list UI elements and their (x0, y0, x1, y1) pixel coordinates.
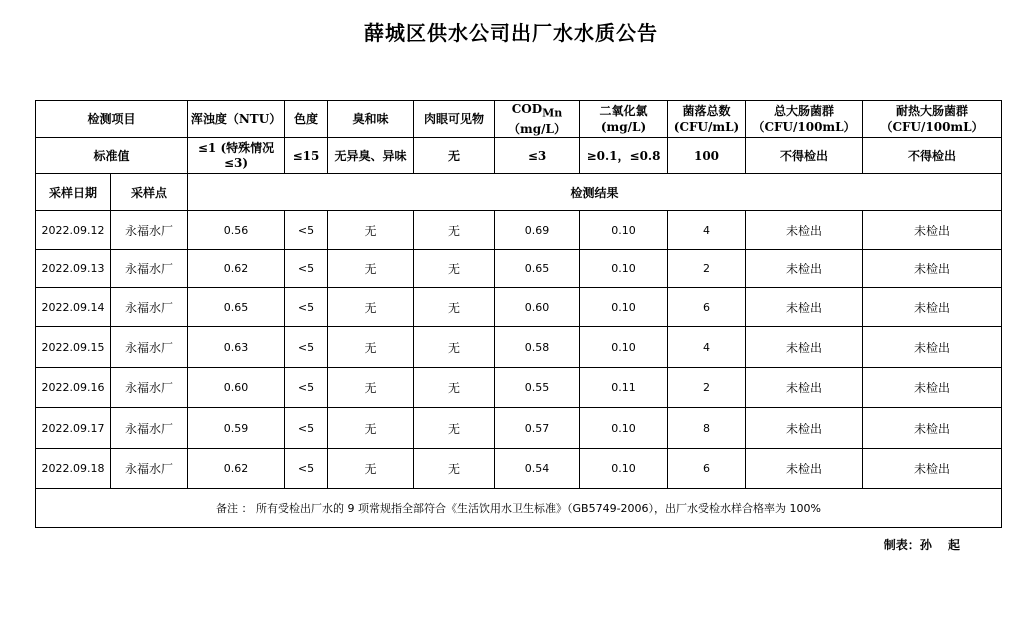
cell-coliform: 未检出 (746, 250, 863, 288)
cell-turbidity: 0.65 (188, 288, 285, 327)
cell-cod: 0.69 (495, 211, 580, 250)
cell-colony: 6 (668, 288, 746, 327)
cell-date: 2022.09.16 (36, 368, 111, 408)
cell-color: <5 (285, 327, 328, 368)
cell-site: 永福水厂 (111, 327, 188, 368)
cell-odor: 无 (328, 408, 414, 449)
cell-colony: 4 (668, 211, 746, 250)
table-row (36, 408, 1002, 449)
cell-thermo: 未检出 (863, 449, 1002, 489)
standard-thermo: 不得检出 (863, 138, 1002, 174)
header-visible: 肉眼可见物 (414, 101, 495, 138)
cell-odor: 无 (328, 211, 414, 250)
header-chlorine: 二氧化氯(mg/L) (580, 101, 668, 138)
cell-chlorine: 0.10 (580, 250, 668, 288)
header-thermo-label: 耐热大肠菌群 (896, 104, 969, 119)
header-colony (668, 101, 746, 138)
table-row (36, 250, 1002, 288)
cell-cod: 0.58 (495, 327, 580, 368)
cell-colony: 2 (668, 250, 746, 288)
cell-chlorine: 0.11 (580, 368, 668, 408)
cell-turbidity: 0.63 (188, 327, 285, 368)
cell-chlorine: 0.10 (580, 408, 668, 449)
cell-turbidity: 0.62 (188, 250, 285, 288)
cell-colony: 6 (668, 449, 746, 489)
cell-visible: 无 (414, 449, 495, 489)
cell-colony: 4 (668, 327, 746, 368)
cell-chlorine: 0.10 (580, 449, 668, 489)
standard-visible: 无 (414, 138, 495, 174)
cell-colony: 8 (668, 408, 746, 449)
cell-thermo: 未检出 (863, 408, 1002, 449)
standard-color: ≤15 (285, 138, 328, 174)
cell-odor: 无 (328, 368, 414, 408)
header-cod (495, 101, 580, 138)
cell-cod: 0.54 (495, 449, 580, 489)
cell-visible: 无 (414, 408, 495, 449)
header-turbidity: 浑浊度（NTU） (188, 101, 285, 138)
cell-visible: 无 (414, 368, 495, 408)
cell-thermo: 未检出 (863, 211, 1002, 250)
cell-site: 永福水厂 (111, 211, 188, 250)
header-cod-sub: Mn (542, 106, 563, 120)
page-title: 薛城区供水公司出厂水水质公告 (364, 21, 658, 45)
standard-coliform: 不得检出 (746, 138, 863, 174)
cell-visible: 无 (414, 211, 495, 250)
cell-chlorine: 0.10 (580, 211, 668, 250)
cell-date: 2022.09.13 (36, 250, 111, 288)
header-coliform-unit: （CFU/100mL） (752, 120, 856, 135)
cell-thermo: 未检出 (863, 327, 1002, 368)
cell-odor: 无 (328, 327, 414, 368)
header-thermo-unit: （CFU/100mL） (880, 120, 984, 135)
cell-coliform: 未检出 (746, 368, 863, 408)
cell-color: <5 (285, 368, 328, 408)
cell-site: 永福水厂 (111, 368, 188, 408)
cell-visible: 无 (414, 327, 495, 368)
cell-coliform: 未检出 (746, 288, 863, 327)
cell-site: 永福水厂 (111, 250, 188, 288)
cell-date: 2022.09.14 (36, 288, 111, 327)
cell-color: <5 (285, 211, 328, 250)
header-coliform-label: 总大肠菌群 (774, 104, 835, 119)
cell-date: 2022.09.17 (36, 408, 111, 449)
cell-date: 2022.09.12 (36, 211, 111, 250)
column-results: 检测结果 (188, 174, 1002, 211)
cell-cod: 0.60 (495, 288, 580, 327)
prepared-by-label: 制表： (883, 538, 920, 552)
header-row (36, 101, 1002, 138)
cell-thermo: 未检出 (863, 368, 1002, 408)
prepared-by-name: 孙 起 (919, 538, 966, 552)
cell-color: <5 (285, 408, 328, 449)
cell-colony: 2 (668, 368, 746, 408)
cell-date: 2022.09.15 (36, 327, 111, 368)
table-row (36, 211, 1002, 250)
note-text: 备注 ： 所有受检出厂水的 9 项常规指全部符合《生活饮用水卫生标准》（GB5749-2006），出厂水受检水样合格率为 100% (36, 489, 1002, 528)
cell-site: 永福水厂 (111, 408, 188, 449)
cell-odor: 无 (328, 250, 414, 288)
table-row (36, 327, 1002, 368)
cell-turbidity: 0.59 (188, 408, 285, 449)
cell-turbidity: 0.60 (188, 368, 285, 408)
cell-cod: 0.55 (495, 368, 580, 408)
cell-coliform: 未检出 (746, 211, 863, 250)
table-row (36, 368, 1002, 408)
header-colony-unit: (CFU/mL) (673, 120, 740, 135)
cell-color: <5 (285, 288, 328, 327)
cell-odor: 无 (328, 288, 414, 327)
standard-odor: 无异臭、异味 (328, 138, 414, 174)
table-row (36, 449, 1002, 489)
cell-chlorine: 0.10 (580, 288, 668, 327)
header-odor: 臭和味 (328, 101, 414, 138)
header-color: 色度 (285, 101, 328, 138)
prepared-by (884, 536, 966, 553)
header-coliform (746, 101, 863, 138)
standard-chlorine: ≥0.1，≤0.8 (580, 138, 668, 174)
header-item: 检测项目 (36, 101, 188, 138)
cell-site: 永福水厂 (111, 288, 188, 327)
cell-odor: 无 (328, 449, 414, 489)
cell-coliform: 未检出 (746, 449, 863, 489)
column-header-row (36, 174, 1002, 211)
cell-date: 2022.09.18 (36, 449, 111, 489)
table-row (36, 288, 1002, 327)
column-site: 采样点 (111, 174, 188, 211)
cell-site: 永福水厂 (111, 449, 188, 489)
standard-turbidity: ≤1 (特殊情况≤3) (188, 138, 285, 174)
cell-chlorine: 0.10 (580, 327, 668, 368)
cell-coliform: 未检出 (746, 327, 863, 368)
cell-cod: 0.65 (495, 250, 580, 288)
water-quality-table (35, 100, 1002, 528)
cell-cod: 0.57 (495, 408, 580, 449)
cell-visible: 无 (414, 250, 495, 288)
standard-label: 标准值 (36, 138, 188, 174)
cell-turbidity: 0.62 (188, 449, 285, 489)
cell-color: <5 (285, 250, 328, 288)
column-date: 采样日期 (36, 174, 111, 211)
header-cod-unit: （mg/L） (508, 122, 566, 137)
note-row (36, 489, 1002, 528)
cell-thermo: 未检出 (863, 288, 1002, 327)
cell-visible: 无 (414, 288, 495, 327)
cell-coliform: 未检出 (746, 408, 863, 449)
header-colony-label: 菌落总数 (682, 104, 731, 119)
cell-color: <5 (285, 449, 328, 489)
header-cod-main: COD (511, 102, 543, 116)
cell-turbidity: 0.56 (188, 211, 285, 250)
cell-thermo: 未检出 (863, 250, 1002, 288)
standard-cod: ≤3 (495, 138, 580, 174)
header-thermo (863, 101, 1002, 138)
standard-colony: 100 (668, 138, 746, 174)
standard-row (36, 138, 1002, 174)
